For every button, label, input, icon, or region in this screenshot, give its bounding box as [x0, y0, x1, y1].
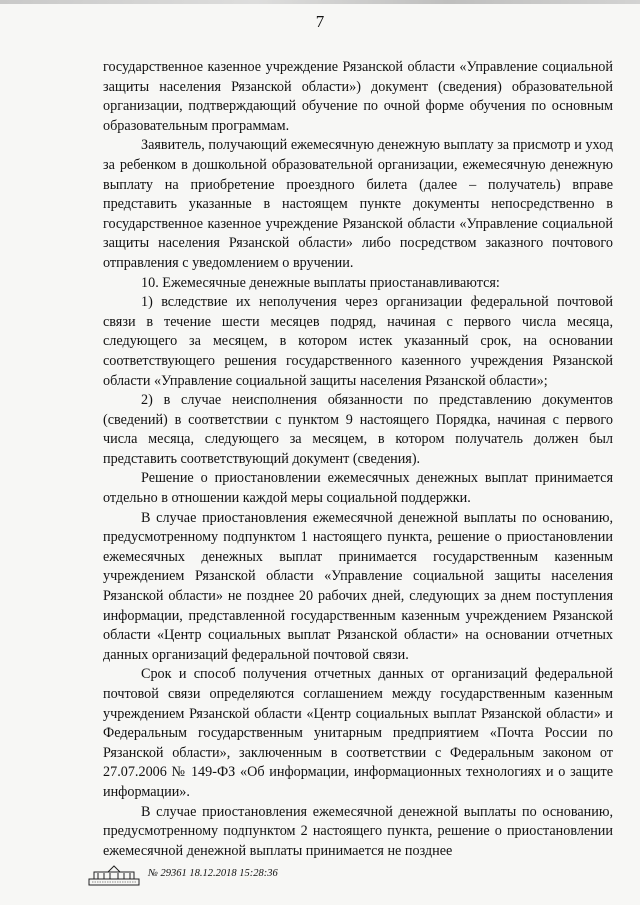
paragraph: В случае приостановления ежемесячной денежной выплаты по основанию, предусмотренному подпунктом 1 настоящего пункта, решение о приостановлении ежемесячных денежных выплат принимается государственным казенным учреждением Рязанской области «Управление социальной защиты населения Рязанской области» не позднее 20 рабочих дней, следующих за днем поступления информации, представленной государственным казенным учреждением Рязанской области «Центр социальных выплат Рязанской области» на основании отчетных данных организаций федеральной почтовой связи. [103, 509, 613, 663]
paragraph: 1) вследствие их неполучения через организации федеральной почтовой связи в течение шести месяцев подряд, начиная с первого числа месяца, следующего за месяцем, в котором истек указанный срок, на основании соответствующего решения государственного казенного учреждения Рязанской области «Управление социальной защиты населения Рязанской области»; [103, 294, 613, 389]
registration-number: № 29361 18.12.2018 15:28:36 [148, 868, 278, 879]
government-building-stamp-icon [88, 864, 140, 886]
paragraph: Решение о приостановлении ежемесячных денежных выплат принимается отдельно в отношении каждой меры социальной поддержки. [103, 470, 613, 507]
paragraph: Заявитель, получающий ежемесячную денежную выплату за присмотр и уход за ребенком в дошкольной образовательной организации, ежемесячную денежную выплату на приобретение проездного билета (далее – получатель) вправе представить указанные в настоящем пункте документы непосредственно в государственное казенное учреждение Рязанской области «Управление социальной защиты населения Рязанской области» либо посредством заказного почтового отправления с уведомлением о вручении. [103, 137, 613, 271]
paragraph: государственное казенное учреждение Рязанской области «Управление социальной защиты населения Рязанской области») документ (сведения) образовательной организации, подтверждающий обучение по очной форме обучения по основным образовательным программам. [103, 59, 613, 134]
page-number: 7 [315, 12, 325, 31]
paragraph: 10. Ежемесячные денежные выплаты приостанавливаются: [141, 274, 500, 291]
paragraph: 2) в случае неисполнения обязанности по представлению документов (сведений) в соответствии с пунктом 9 настоящего Порядка, начиная с первого числа месяца, следующего за месяцем, в котором получатель должен был представить соответствующий документ (сведения). [103, 392, 613, 467]
document-body [103, 58, 613, 861]
registration-footer [88, 862, 388, 888]
paragraph: В случае приостановления ежемесячной денежной выплаты по основанию, предусмотренному подпунктом 2 настоящего пункта, решение о приостановлении ежемесячной денежной выплаты принимается не позднее [103, 803, 613, 859]
scan-edge [0, 0, 640, 4]
paragraph: Срок и способ получения отчетных данных от организаций федеральной почтовой связи определяются соглашением между государственным казенным учреждением Рязанской области «Центр социальных выплат Рязанской области» и Федеральным государственным унитарным предприятием «Почта России по Рязанской области», заключенным в соответствии с Федеральным законом от 27.07.2006 № 149-ФЗ «Об информации, информационных технологиях и о защите информации». [103, 666, 613, 800]
